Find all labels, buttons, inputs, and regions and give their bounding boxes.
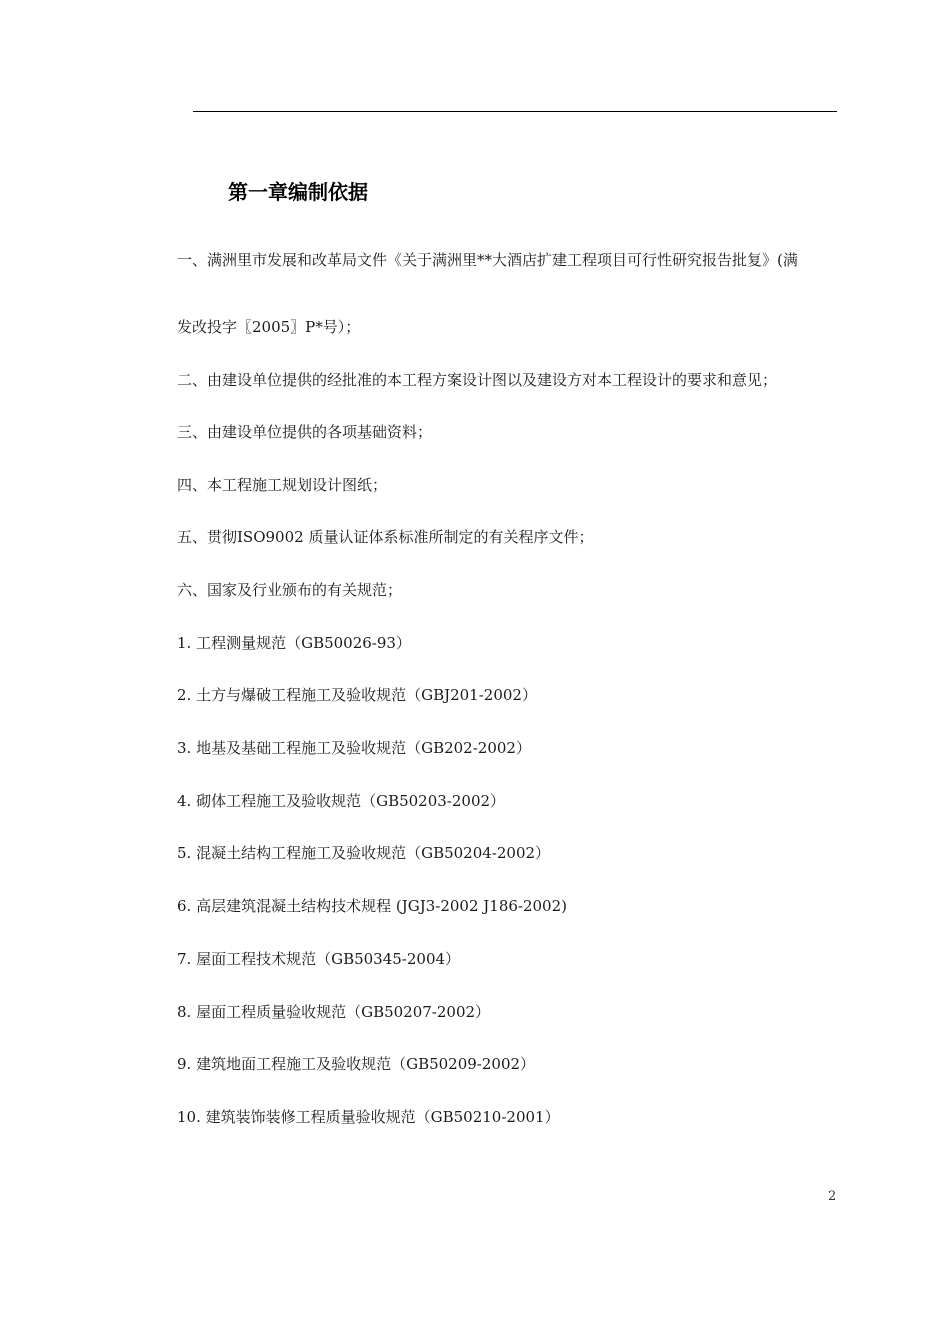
basis-item-6: 六、国家及行业颁布的有关规范； [177,581,403,599]
basis-item-2: 二、由建设单位提供的经批准的本工程方案设计图以及建设方对本工程设计的要求和意见； [177,371,778,389]
basis-item-1-continued: 发改投字〖2005〗P*号）； [177,318,361,336]
standard-item: 3. 地基及基础工程施工及验收规范（GB202-2002） [177,739,531,757]
basis-item-4: 四、本工程施工规划设计图纸； [177,476,388,494]
basis-item-1: 一、满洲里市发展和改革局文件《关于满洲里**大酒店扩建工程项目可行性研究报告批复》(满 [177,251,798,269]
basis-item-3: 三、由建设单位提供的各项基础资料； [177,423,433,441]
standard-item: 9. 建筑地面工程施工及验收规范（GB50209-2002） [177,1055,536,1073]
page-number: 2 [828,1189,837,1204]
standard-item: 5. 混凝土结构工程施工及验收规范（GB50204-2002） [177,844,551,862]
standard-item: 7. 屋面工程技术规范（GB50345-2004） [177,950,461,968]
header-rule [193,111,837,112]
standard-item: 1. 工程测量规范（GB50026-93） [177,634,411,652]
chapter-title: 第一章编制依据 [228,180,368,204]
standard-item: 2. 土方与爆破工程施工及验收规范（GBJ201-2002） [177,686,537,704]
standard-item: 4. 砌体工程施工及验收规范（GB50203-2002） [177,792,506,810]
standard-item: 10. 建筑装饰装修工程质量验收规范（GB50210-2001） [177,1108,560,1126]
standard-item: 6. 高层建筑混凝土结构技术规程 (JGJ3-2002 J186-2002) [177,897,568,915]
basis-item-5: 五、贯彻ISO9002 质量认证体系标准所制定的有关程序文件； [177,528,594,546]
standard-item: 8. 屋面工程质量验收规范（GB50207-2002） [177,1003,491,1021]
